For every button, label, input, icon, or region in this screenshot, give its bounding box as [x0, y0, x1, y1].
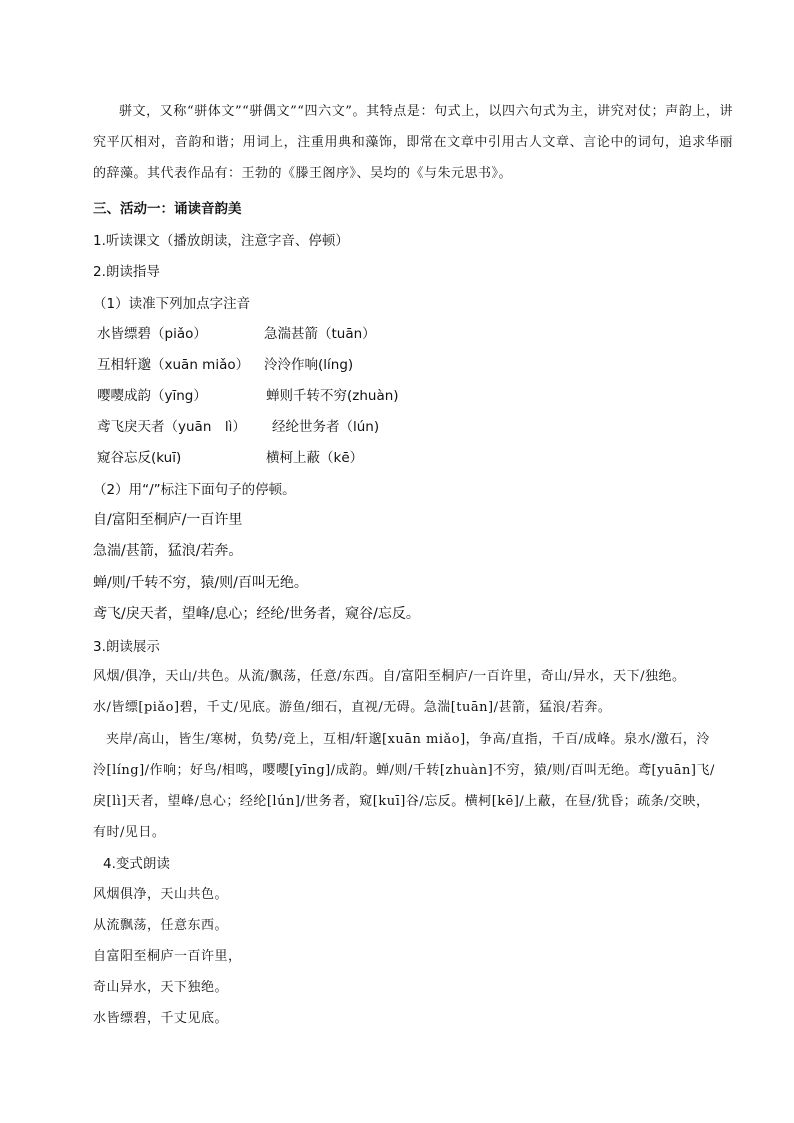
passage-line: 泠[líng]/作响；好鸟/相鸣，嘤嘤[yīng]/成韵。蝉/则/千转[zhuàn]不穷，猿/则/百叫无绝。鸢[yuān]飞/	[93, 763, 715, 778]
variation-line: 从流飘荡，任意东西。	[93, 918, 229, 933]
pronunciation-item: 互相轩邈（xuān miǎo）	[97, 357, 250, 373]
pronunciation-item: 经纶世务者（lún)	[272, 419, 380, 435]
pause-sentence: 自/富阳至桐庐/一百许里	[93, 512, 243, 528]
sub-step-1: （1）读准下列加点字注音	[93, 296, 251, 312]
pause-sentence: 鸢飞/戾天者，望峰/息心；经纶/世务者，窥谷/忘反。	[93, 606, 420, 622]
variation-line: 自富阳至桐庐一百许里，	[93, 949, 242, 964]
variation-line: 水皆缥碧，千丈见底。	[93, 1011, 229, 1026]
sub-step-2: （2）用“/”标注下面句子的停顿。	[93, 482, 296, 498]
section-title: 三、活动一：诵读音韵美	[93, 201, 242, 217]
step-4: 4.变式朗读	[103, 856, 170, 872]
pause-sentence: 蝉/则/千转不穷，猿/则/百叫无绝。	[93, 575, 308, 591]
passage-line: 风烟/俱净，天山/共色。从流/飘荡，任意/东西。自/富阳至桐庐/一百许里，奇山/异水，天下/独绝。	[93, 669, 686, 684]
passage-line: 有时/见日。	[93, 825, 166, 840]
pronunciation-item: 嘤嘤成韵（yīng）	[97, 388, 207, 404]
step-1: 1.听读课文（播放朗读，注意字音、停顿）	[93, 233, 349, 249]
step-3: 3.朗读展示	[93, 639, 160, 655]
pronunciation-item: 鸢飞戾天者（yuān lì）	[97, 419, 246, 435]
intro-paragraph: 骈文，又称“骈体文”“骈偶文”“四六文”。其特点是：句式上，以四六句式为主，讲究对仗；声韵上，讲究平仄相对，音韵和谐；用词上，注重用典和藻饰，即常在文章中引用古人文章、言论中的词句，追求华丽的辞藻。其代表作品有：王勃的《滕王阁序》、吴均的《与朱元思书》。	[93, 104, 733, 181]
step-2: 2.朗读指导	[93, 264, 160, 280]
pronunciation-item: 蝉则千转不穷(zhuàn)	[266, 388, 399, 404]
passage-line: 夹岸/高山，皆生/寒树，负势/竞上，互相/轩邈[xuān miǎo]，争高/直指，千百/成峰。泉水/激石，泠	[106, 732, 710, 747]
pause-sentence: 急湍/甚箭，猛浪/若奔。	[93, 543, 243, 559]
pronunciation-item: 窥谷忘反(kuī)	[97, 450, 182, 466]
pronunciation-item: 急湍甚箭（tuān）	[264, 326, 376, 342]
pronunciation-item: 水皆缥碧（piǎo）	[97, 326, 207, 342]
variation-line: 奇山异水，天下独绝。	[93, 980, 229, 995]
pronunciation-item: 横柯上蔽（kē）	[266, 450, 364, 466]
passage-line: 戾[lì]天者，望峰/息心；经纶[lún]/世务者，窥[kuī]谷/忘反。横柯[kē]/上蔽，在昼/犹昏；疏条/交映，	[93, 794, 710, 809]
variation-line: 风烟俱净，天山共色。	[93, 887, 229, 902]
pronunciation-item: 泠泠作响(líng)	[264, 357, 354, 373]
passage-line: 水/皆缥[piǎo]碧，千丈/见底。游鱼/细石，直视/无碍。急湍[tuān]/甚箭，猛浪/若奔。	[93, 700, 612, 715]
